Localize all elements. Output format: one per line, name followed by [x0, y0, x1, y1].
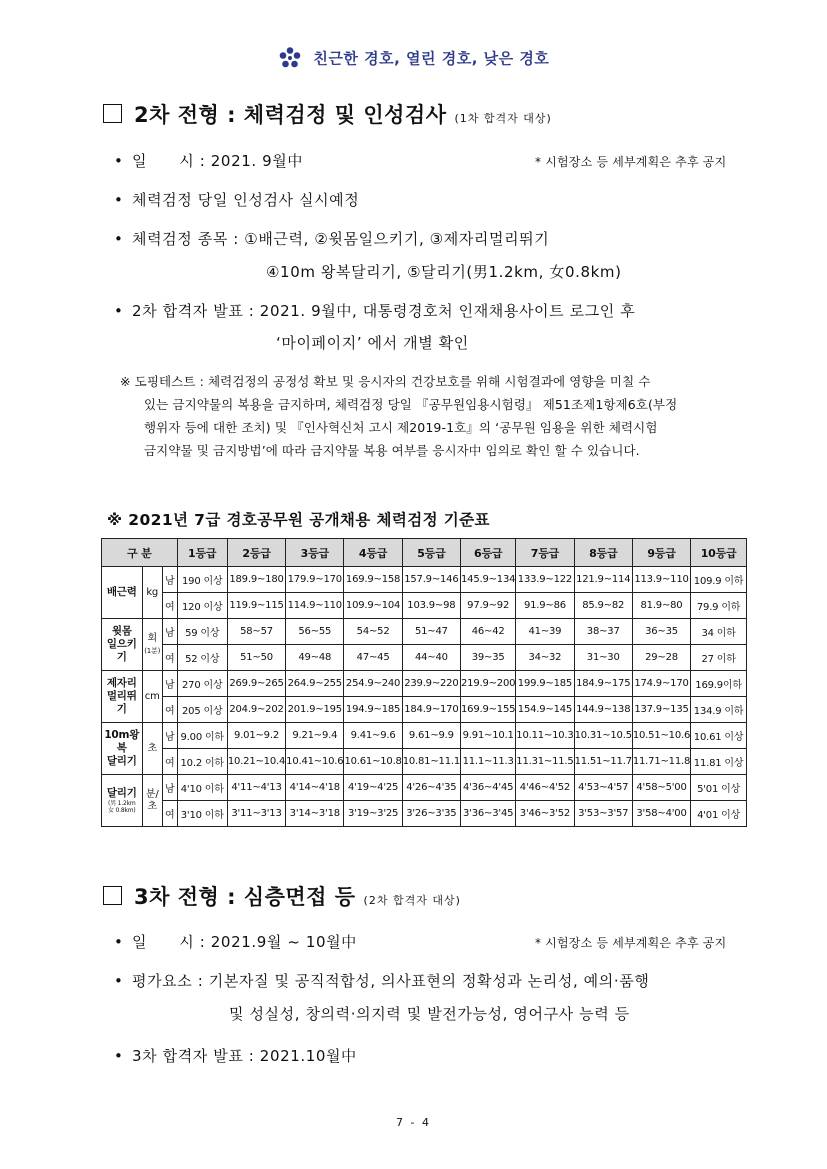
event-unit: 초 — [147, 742, 157, 754]
grade-value-cell: 81.9~80 — [632, 593, 690, 619]
grade-value-cell: 3'46~3'52 — [516, 801, 574, 827]
table-title: ※ 2021년 7급 경호공무원 공개채용 체력검정 기준표 — [107, 511, 490, 529]
section2-title — [103, 99, 552, 129]
grade-value-cell: 179.9~170 — [286, 567, 344, 593]
grade-value-cell: 154.9~145 — [516, 697, 574, 723]
event-unit: cm — [144, 690, 160, 702]
bullet-icon: • — [114, 1047, 124, 1065]
grade-value-cell: 184.9~170 — [402, 697, 460, 723]
sex-cell: 여 — [162, 801, 177, 827]
grade-value-cell: 199.9~185 — [516, 671, 574, 697]
grade-value-cell: 119.9~115 — [227, 593, 285, 619]
sex-cell: 여 — [162, 593, 177, 619]
table-row — [102, 723, 747, 749]
doping-note — [120, 370, 752, 462]
grade-value-cell: 205 이상 — [177, 697, 227, 723]
grade-value-cell: 174.9~170 — [632, 671, 690, 697]
grade-value-cell: 9.91~10.1 — [461, 723, 516, 749]
event-name-cell — [102, 671, 143, 723]
event-unit-cell — [142, 671, 162, 723]
grade-value-cell: 269.9~265 — [227, 671, 285, 697]
event-name-cell — [102, 723, 143, 775]
table-header-grade: 4등급 — [344, 539, 402, 567]
grade-value-cell: 201.9~195 — [286, 697, 344, 723]
grade-value-cell: 4'58~5'00 — [632, 775, 690, 801]
table-header-grade: 1등급 — [177, 539, 227, 567]
grade-value-cell: 4'19~4'25 — [344, 775, 402, 801]
grade-value-cell: 3'36~3'45 — [461, 801, 516, 827]
grade-value-cell: 10.51~10.6 — [632, 723, 690, 749]
bullet-icon: • — [114, 152, 124, 170]
event-name: 윗몸 일으키기 — [106, 625, 137, 663]
grade-value-cell: 11.31~11.5 — [516, 749, 574, 775]
grade-value-cell: 3'19~3'25 — [344, 801, 402, 827]
grade-value-cell: 9.01~9.2 — [227, 723, 285, 749]
grade-value-cell: 10.61 이상 — [691, 723, 747, 749]
grade-value-cell: 137.9~135 — [632, 697, 690, 723]
grade-value-cell: 56~55 — [286, 619, 344, 645]
grade-value-cell: 3'26~3'35 — [402, 801, 460, 827]
grade-value-cell: 11.71~11.8 — [632, 749, 690, 775]
grade-value-cell: 10.21~10.4 — [227, 749, 285, 775]
grade-value-cell: 9.61~9.9 — [402, 723, 460, 749]
grade-value-cell: 219.9~200 — [461, 671, 516, 697]
grade-value-cell: 133.9~122 — [516, 567, 574, 593]
table-row — [102, 645, 747, 671]
grade-value-cell: 49~48 — [286, 645, 344, 671]
section3-eval-text: 평가요소 : 기본자질 및 공직적합성, 의사표현의 정확성과 논리성, 예의·품행 — [132, 972, 650, 990]
section3-title — [103, 881, 461, 911]
grade-value-cell: 4'01 이상 — [691, 801, 747, 827]
grade-value-cell: 134.9 이하 — [691, 697, 747, 723]
section2-date-note: * 시험장소 등 세부계획은 추후 공지 — [535, 155, 727, 169]
sex-cell: 남 — [162, 567, 177, 593]
grade-value-cell: 41~39 — [516, 619, 574, 645]
grade-value-cell: 36~35 — [632, 619, 690, 645]
grade-value-cell: 85.9~82 — [574, 593, 632, 619]
grade-value-cell: 264.9~255 — [286, 671, 344, 697]
section2-title-text: 2차 전형 : 체력검정 및 인성검사 — [134, 103, 447, 127]
grade-value-cell: 38~37 — [574, 619, 632, 645]
event-unit-cell — [142, 567, 162, 619]
table-row — [102, 593, 747, 619]
table-header-grade: 8등급 — [574, 539, 632, 567]
grade-value-cell: 10.81~11.1 — [402, 749, 460, 775]
grade-value-cell: 54~52 — [344, 619, 402, 645]
grade-value-cell: 4'36~4'45 — [461, 775, 516, 801]
section3-date-text: 일 시 : 2021.9월 ~ 10월中 — [132, 933, 357, 951]
table-body — [102, 567, 747, 827]
grade-value-cell: 91.9~86 — [516, 593, 574, 619]
grade-value-cell: 9.21~9.4 — [286, 723, 344, 749]
sex-cell: 여 — [162, 645, 177, 671]
table-header-category: 구 분 — [102, 539, 178, 567]
grade-value-cell: 11.81 이상 — [691, 749, 747, 775]
event-name: 배근력 — [106, 586, 137, 598]
bullet-icon: • — [114, 972, 124, 990]
sex-cell: 남 — [162, 671, 177, 697]
section2-date — [114, 150, 303, 171]
event-unit-sub: (1분) — [144, 646, 161, 655]
grade-value-cell: 204.9~202 — [227, 697, 285, 723]
grade-value-cell: 39~35 — [461, 645, 516, 671]
grade-value-cell: 184.9~175 — [574, 671, 632, 697]
header-motto: 친근한 경호, 열린 경호, 낮은 경호 — [313, 49, 550, 68]
section2-announce-text: 2차 합격자 발표 : 2021. 9월中, 대통령경호처 인재채용사이트 로그인 후 — [132, 302, 636, 320]
grade-value-cell: 4'11~4'13 — [227, 775, 285, 801]
fitness-standards-table — [101, 538, 747, 827]
grade-value-cell: 10.41~10.6 — [286, 749, 344, 775]
grade-value-cell: 4'14~4'18 — [286, 775, 344, 801]
grade-value-cell: 97.9~92 — [461, 593, 516, 619]
grade-value-cell: 120 이상 — [177, 593, 227, 619]
table-header-grade: 7등급 — [516, 539, 574, 567]
bullet-icon: • — [114, 933, 124, 951]
grade-value-cell: 169.9~158 — [344, 567, 402, 593]
event-name-cell — [102, 775, 143, 827]
grade-value-cell: 59 이상 — [177, 619, 227, 645]
grade-value-cell: 3'10 이하 — [177, 801, 227, 827]
grade-value-cell: 169.9이하 — [691, 671, 747, 697]
grade-value-cell: 29~28 — [632, 645, 690, 671]
grade-value-cell: 109.9~104 — [344, 593, 402, 619]
section3-announce — [114, 1045, 357, 1066]
table-row — [102, 567, 747, 593]
table-row — [102, 801, 747, 827]
section2-date-text: 일 시 : 2021. 9월中 — [132, 152, 303, 170]
grade-value-cell: 239.9~220 — [402, 671, 460, 697]
grade-value-cell: 34~32 — [516, 645, 574, 671]
grade-value-cell: 3'14~3'18 — [286, 801, 344, 827]
grade-value-cell: 46~42 — [461, 619, 516, 645]
grade-value-cell: 10.31~10.5 — [574, 723, 632, 749]
section3-eval — [114, 970, 649, 991]
table-header-grade: 9등급 — [632, 539, 690, 567]
grade-value-cell: 4'53~4'57 — [574, 775, 632, 801]
table-row — [102, 697, 747, 723]
section2-subtitle: (1차 합격자 대상) — [454, 112, 552, 125]
section3-title-text: 3차 전형 : 심층면접 등 — [134, 885, 356, 909]
event-unit: 분/ 초 — [145, 788, 159, 812]
grade-value-cell: 169.9~155 — [461, 697, 516, 723]
sex-cell: 남 — [162, 775, 177, 801]
event-name-cell — [102, 619, 143, 671]
event-unit: 회 — [147, 632, 157, 644]
table-row — [102, 671, 747, 697]
event-name-cell — [102, 567, 143, 619]
doping-line-4: 금지약물 및 금지방법’에 따라 금지약물 복용 여부를 응시자中 임의로 확인 할 수 있습니다. — [144, 443, 640, 458]
table-row — [102, 775, 747, 801]
grade-value-cell: 52 이상 — [177, 645, 227, 671]
doping-line-2: 있는 금지약물의 복용을 금지하며, 체력검정 당일 『공무원임용시험령』 제51조제1항제6호(부정 — [144, 397, 678, 412]
grade-value-cell: 109.9 이하 — [691, 567, 747, 593]
bullet-icon: • — [114, 230, 124, 248]
grade-value-cell: 113.9~110 — [632, 567, 690, 593]
grade-value-cell: 79.9 이하 — [691, 593, 747, 619]
page-header — [0, 46, 827, 70]
section2-announce — [114, 300, 635, 321]
section2-line2 — [114, 189, 359, 210]
table-header-grade: 6등급 — [461, 539, 516, 567]
grade-value-cell: 34 이하 — [691, 619, 747, 645]
section3-date — [114, 931, 357, 952]
grade-value-cell: 9.00 이하 — [177, 723, 227, 749]
grade-value-cell: 10.61~10.8 — [344, 749, 402, 775]
doping-line-1: ※ 도핑테스트 : 체력검정의 공정성 확보 및 응시자의 건강보호를 위해 시험결과에 영향을 미칠 수 — [120, 374, 651, 389]
event-unit: kg — [146, 586, 159, 598]
grade-value-cell: 27 이하 — [691, 645, 747, 671]
grade-value-cell: 3'58~4'00 — [632, 801, 690, 827]
grade-value-cell: 157.9~146 — [402, 567, 460, 593]
section2-events — [114, 228, 549, 249]
grade-value-cell: 31~30 — [574, 645, 632, 671]
event-unit-cell — [142, 619, 162, 671]
grade-value-cell: 10.2 이하 — [177, 749, 227, 775]
grade-value-cell: 103.9~98 — [402, 593, 460, 619]
grade-value-cell: 114.9~110 — [286, 593, 344, 619]
bullet-icon: • — [114, 302, 124, 320]
sex-cell: 여 — [162, 749, 177, 775]
event-name: 제자리 멀리뛰기 — [106, 677, 137, 715]
sex-cell: 여 — [162, 697, 177, 723]
bullet-icon: • — [114, 191, 124, 209]
table-header-grade: 2등급 — [227, 539, 285, 567]
grade-value-cell: 189.9~180 — [227, 567, 285, 593]
section2-events-2: ④10m 왕복달리기, ⑤달리기(男1.2km, 女0.8km) — [266, 263, 622, 281]
grade-value-cell: 44~40 — [402, 645, 460, 671]
checkbox-icon — [103, 886, 122, 905]
checkbox-icon — [103, 104, 122, 123]
section3-announce-text: 3차 합격자 발표 : 2021.10월中 — [132, 1047, 357, 1065]
event-unit-cell — [142, 775, 162, 827]
grade-value-cell: 5'01 이상 — [691, 775, 747, 801]
table-header-row — [102, 539, 747, 567]
grade-value-cell: 4'46~4'52 — [516, 775, 574, 801]
emblem-icon — [278, 46, 302, 70]
table-header-grade: 3등급 — [286, 539, 344, 567]
grade-value-cell: 11.1~11.3 — [461, 749, 516, 775]
grade-value-cell: 51~47 — [402, 619, 460, 645]
grade-value-cell: 9.41~9.6 — [344, 723, 402, 749]
section3-date-note: * 시험장소 등 세부계획은 추후 공지 — [535, 936, 727, 950]
event-name: 달리기 — [106, 787, 137, 799]
section2-announce-2: ‘마이페이지’ 에서 개별 확인 — [276, 334, 469, 352]
table-row — [102, 749, 747, 775]
grade-value-cell: 10.11~10.3 — [516, 723, 574, 749]
sex-cell: 남 — [162, 619, 177, 645]
table-header-grade: 5등급 — [402, 539, 460, 567]
grade-value-cell: 58~57 — [227, 619, 285, 645]
grade-value-cell: 4'26~4'35 — [402, 775, 460, 801]
grade-value-cell: 194.9~185 — [344, 697, 402, 723]
grade-value-cell: 144.9~138 — [574, 697, 632, 723]
grade-value-cell: 145.9~134 — [461, 567, 516, 593]
grade-value-cell: 254.9~240 — [344, 671, 402, 697]
doping-line-3: 행위자 등에 대한 조치) 및 『인사혁신처 고시 제2019-1호』의 ‘공무원 임용을 위한 체력시험 — [144, 420, 658, 435]
table-header-grade: 10등급 — [691, 539, 747, 567]
sex-cell: 남 — [162, 723, 177, 749]
table-row — [102, 619, 747, 645]
page-number: 7 - 4 — [396, 1116, 431, 1129]
grade-value-cell: 190 이상 — [177, 567, 227, 593]
grade-value-cell: 121.9~114 — [574, 567, 632, 593]
grade-value-cell: 51~50 — [227, 645, 285, 671]
section3-subtitle: (2차 합격자 대상) — [363, 894, 461, 907]
event-unit-cell — [142, 723, 162, 775]
section2-events-text: 체력검정 종목 : ①배근력, ②윗몸일으키기, ③제자리멀리뛰기 — [132, 230, 550, 248]
grade-value-cell: 270 이상 — [177, 671, 227, 697]
section2-line2-text: 체력검정 당일 인성검사 실시예정 — [132, 191, 360, 209]
grade-value-cell: 47~45 — [344, 645, 402, 671]
section3-eval-2: 및 성실성, 창의력·의지력 및 발전가능성, 영어구사 능력 등 — [229, 1005, 630, 1023]
grade-value-cell: 3'53~3'57 — [574, 801, 632, 827]
grade-value-cell: 11.51~11.7 — [574, 749, 632, 775]
event-name-sub: (男 1.2km 女 0.8km) — [108, 800, 136, 814]
grade-value-cell: 3'11~3'13 — [227, 801, 285, 827]
grade-value-cell: 4'10 이하 — [177, 775, 227, 801]
event-name: 10m왕복 달리기 — [104, 729, 140, 767]
